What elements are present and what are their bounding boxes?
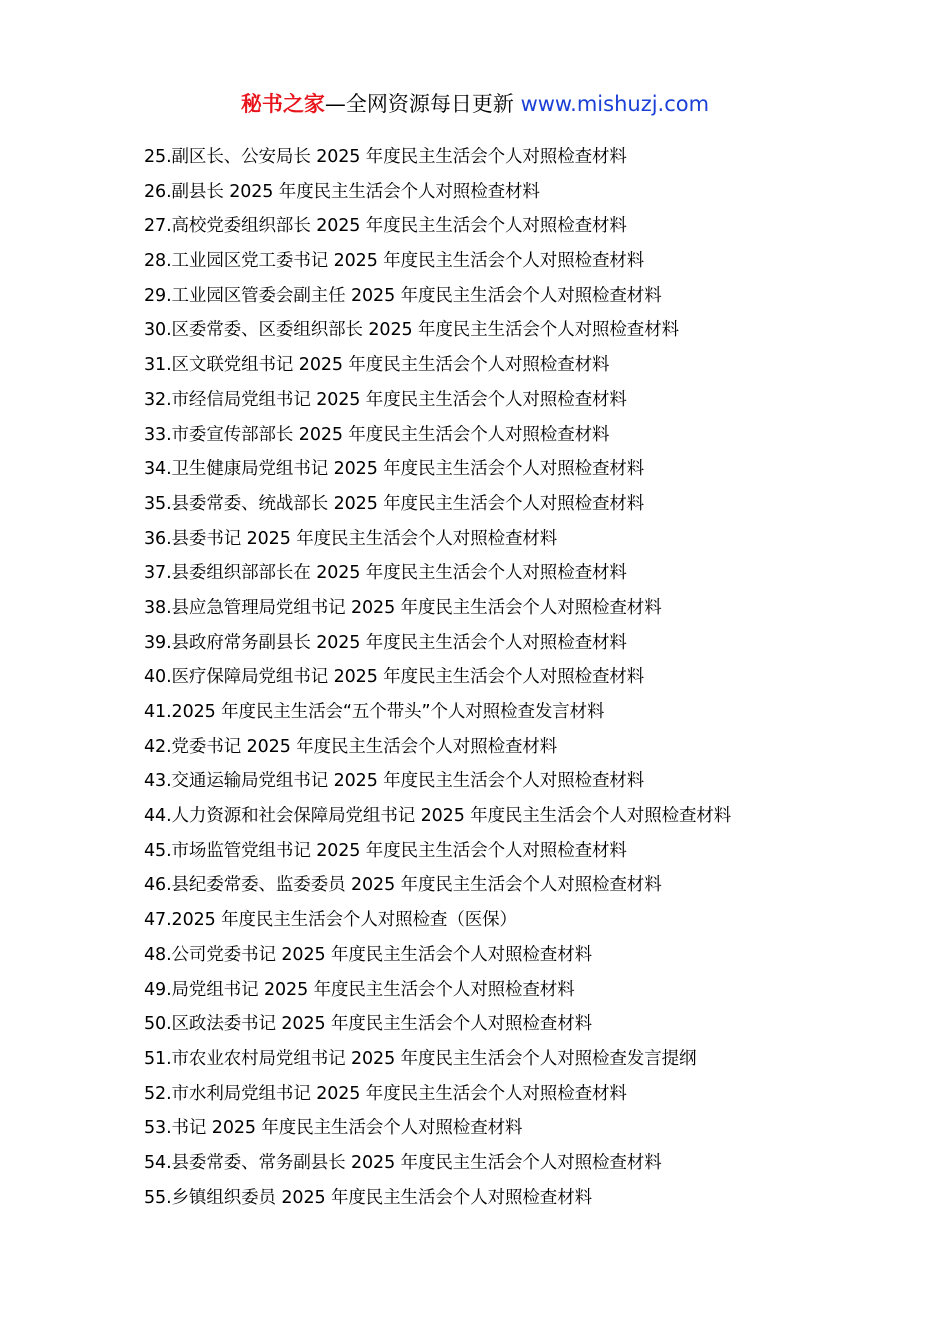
list-item: 36.县委书记 2025 年度民主生活会个人对照检查材料	[144, 528, 558, 549]
list-item: 26.副县长 2025 年度民主生活会个人对照检查材料	[144, 181, 540, 202]
website-link[interactable]: www.mishuzj.com	[520, 92, 710, 116]
list-item: 30.区委常委、区委组织部长 2025 年度民主生活会个人对照检查材料	[144, 320, 679, 341]
list-item: 43.交通运输局党组书记 2025 年度民主生活会个人对照检查材料	[144, 771, 645, 792]
list-item: 34.卫生健康局党组书记 2025 年度民主生活会个人对照检查材料	[144, 459, 645, 480]
list-item: 49.局党组书记 2025 年度民主生活会个人对照检查材料	[144, 979, 575, 1000]
list-item: 55.乡镇组织委员 2025 年度民主生活会个人对照检查材料	[144, 1187, 592, 1208]
page-header	[0, 88, 950, 120]
list-item: 45.市场监管党组书记 2025 年度民主生活会个人对照检查材料	[144, 840, 627, 861]
brand-name: 秘书之家	[240, 92, 325, 116]
list-item: 32.市经信局党组书记 2025 年度民主生活会个人对照检查材料	[144, 389, 627, 410]
list-item: 51.市农业农村局党组书记 2025 年度民主生活会个人对照检查发言提纲	[144, 1048, 697, 1069]
list-item: 40.医疗保障局党组书记 2025 年度民主生活会个人对照检查材料	[144, 667, 645, 688]
list-item: 46.县纪委常委、监委委员 2025 年度民主生活会个人对照检查材料	[144, 875, 662, 896]
list-item: 31.区文联党组书记 2025 年度民主生活会个人对照检查材料	[144, 355, 610, 376]
list-item: 29.工业园区管委会副主任 2025 年度民主生活会个人对照检查材料	[144, 285, 662, 306]
list-item: 27.高校党委组织部长 2025 年度民主生活会个人对照检查材料	[144, 216, 627, 237]
list-item: 39.县政府常务副县长 2025 年度民主生活会个人对照检查材料	[144, 632, 627, 653]
list-item: 54.县委常委、常务副县长 2025 年度民主生活会个人对照检查材料	[144, 1152, 662, 1173]
list-item: 53.书记 2025 年度民主生活会个人对照检查材料	[144, 1118, 523, 1139]
list-item: 35.县委常委、统战部长 2025 年度民主生活会个人对照检查材料	[144, 493, 645, 514]
list-item: 28.工业园区党工委书记 2025 年度民主生活会个人对照检查材料	[144, 251, 645, 272]
list-item: 44.人力资源和社会保障局党组书记 2025 年度民主生活会个人对照检查材料	[144, 806, 732, 827]
list-item: 52.市水利局党组书记 2025 年度民主生活会个人对照检查材料	[144, 1083, 627, 1104]
list-item: 41.2025 年度民主生活会“五个带头”个人对照检查发言材料	[144, 702, 605, 722]
list-item: 47.2025 年度民主生活会个人对照检查（医保）	[144, 910, 517, 931]
list-item: 25.副区长、公安局长 2025 年度民主生活会个人对照检查材料	[144, 147, 627, 167]
list-item: 48.公司党委书记 2025 年度民主生活会个人对照检查材料	[144, 944, 592, 965]
list-item: 42.党委书记 2025 年度民主生活会个人对照检查材料	[144, 736, 558, 757]
document-list	[144, 140, 864, 1215]
list-item: 50.区政法委书记 2025 年度民主生活会个人对照检查材料	[144, 1014, 592, 1035]
list-item: 33.市委宣传部部长 2025 年度民主生活会个人对照检查材料	[144, 424, 610, 445]
header-tagline: —全网资源每日更新	[324, 92, 521, 116]
list-item: 38.县应急管理局党组书记 2025 年度民主生活会个人对照检查材料	[144, 597, 662, 618]
list-item: 37.县委组织部部长在 2025 年度民主生活会个人对照检查材料	[144, 563, 627, 584]
